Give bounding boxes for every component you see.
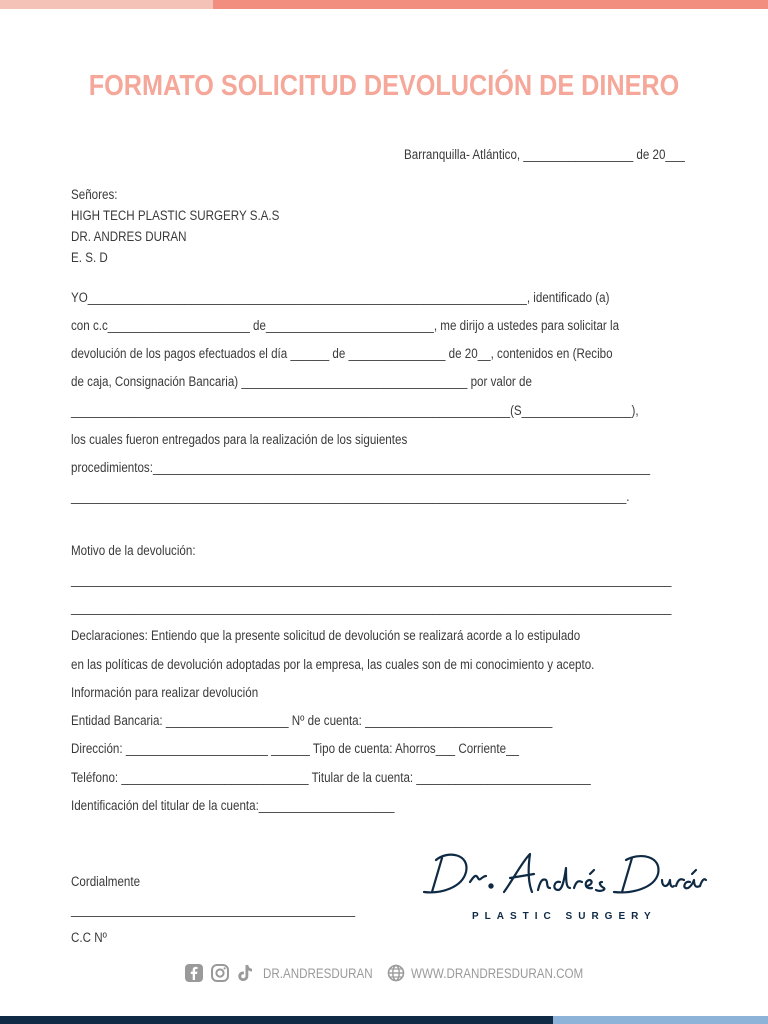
body-line-8: ______________________________________________________________________________________.: [71, 489, 630, 504]
body-line-7: procedimientos:_____________________________________________________________________________: [71, 460, 651, 475]
signature-line: ____________________________________________: [71, 902, 356, 917]
logo-signature: [418, 842, 708, 906]
address-account-type-line: Dirección: ______________________ ______ Tipo de cuenta: Ahorros___ Corriente__: [71, 741, 519, 756]
holder-id-line: Identificación del titular de la cuenta:_____________________: [71, 798, 395, 813]
info-devolucion-heading: Información para realizar devolución: [71, 685, 259, 700]
addressee-doctor: DR. ANDRES DURAN: [71, 229, 187, 244]
body-line-4: de caja, Consignación Bancaria) ___________________________________ por valor de: [71, 374, 532, 389]
tiktok-icon[interactable]: [236, 963, 254, 983]
phone-holder-line: Teléfono: _____________________________ Titular de la cuenta: ___________________________: [71, 770, 591, 785]
place-date-line: Barranquilla- Atlántico, _________________ de 20___: [404, 147, 685, 162]
facebook-icon[interactable]: [184, 963, 204, 983]
addressee-company: HIGH TECH PLASTIC SURGERY S.A.S: [71, 208, 280, 223]
id-number-label: C.C Nº: [71, 930, 107, 945]
instagram-icon[interactable]: [210, 963, 230, 983]
logo-subtitle: PLASTIC SURGERY: [472, 911, 657, 922]
body-line-3: devolución de los pagos efectuados el día ______ de _______________ de 20__, contenidos en (Recibo: [71, 346, 613, 361]
body-line-2: con c.c______________________ de__________________________, me dirijo a ustedes para solicitar la: [71, 318, 620, 333]
body-line-6: los cuales fueron entregados para la realización de los siguientes: [71, 432, 408, 447]
footer-website-link[interactable]: WWW.DRANDRESDURAN.COM: [411, 966, 584, 981]
declaraciones-line-1: Declaraciones: Entiendo que la presente solicitud de devolución se realizará acorde a lo estipulado: [71, 628, 581, 643]
motivo-line-1: _____________________________________________________________________________________________: [71, 572, 672, 587]
document-title: FORMATO SOLICITUD DEVOLUCIÓN DE DINERO: [88, 70, 680, 102]
addressee-greeting: Señores:: [71, 187, 118, 202]
bottom-accent-bar: [0, 1016, 553, 1024]
closing-cordialmente: Cordialmente: [71, 874, 141, 889]
top-accent-bar-light: [0, 0, 213, 9]
top-accent-bar: [213, 0, 768, 9]
motivo-label: Motivo de la devolución:: [71, 543, 196, 558]
body-line-5: ____________________________________________________________________(S_________________),: [71, 403, 639, 418]
motivo-line-2: _____________________________________________________________________________________________: [71, 600, 672, 615]
body-line-1: YO____________________________________________________________________, identificado (a): [71, 290, 610, 305]
declaraciones-line-2: en las políticas de devolución adoptadas por la empresa, las cuales son de mi conocimiento y acepto.: [71, 657, 595, 672]
globe-icon: [387, 964, 405, 982]
bottom-accent-bar-light: [553, 1016, 768, 1024]
bank-account-line: Entidad Bancaria: ___________________ Nº de cuenta: _____________________________: [71, 713, 553, 728]
footer-social-handle[interactable]: DR.ANDRESDURAN: [263, 966, 373, 981]
addressee-esd: E. S. D: [71, 250, 108, 265]
